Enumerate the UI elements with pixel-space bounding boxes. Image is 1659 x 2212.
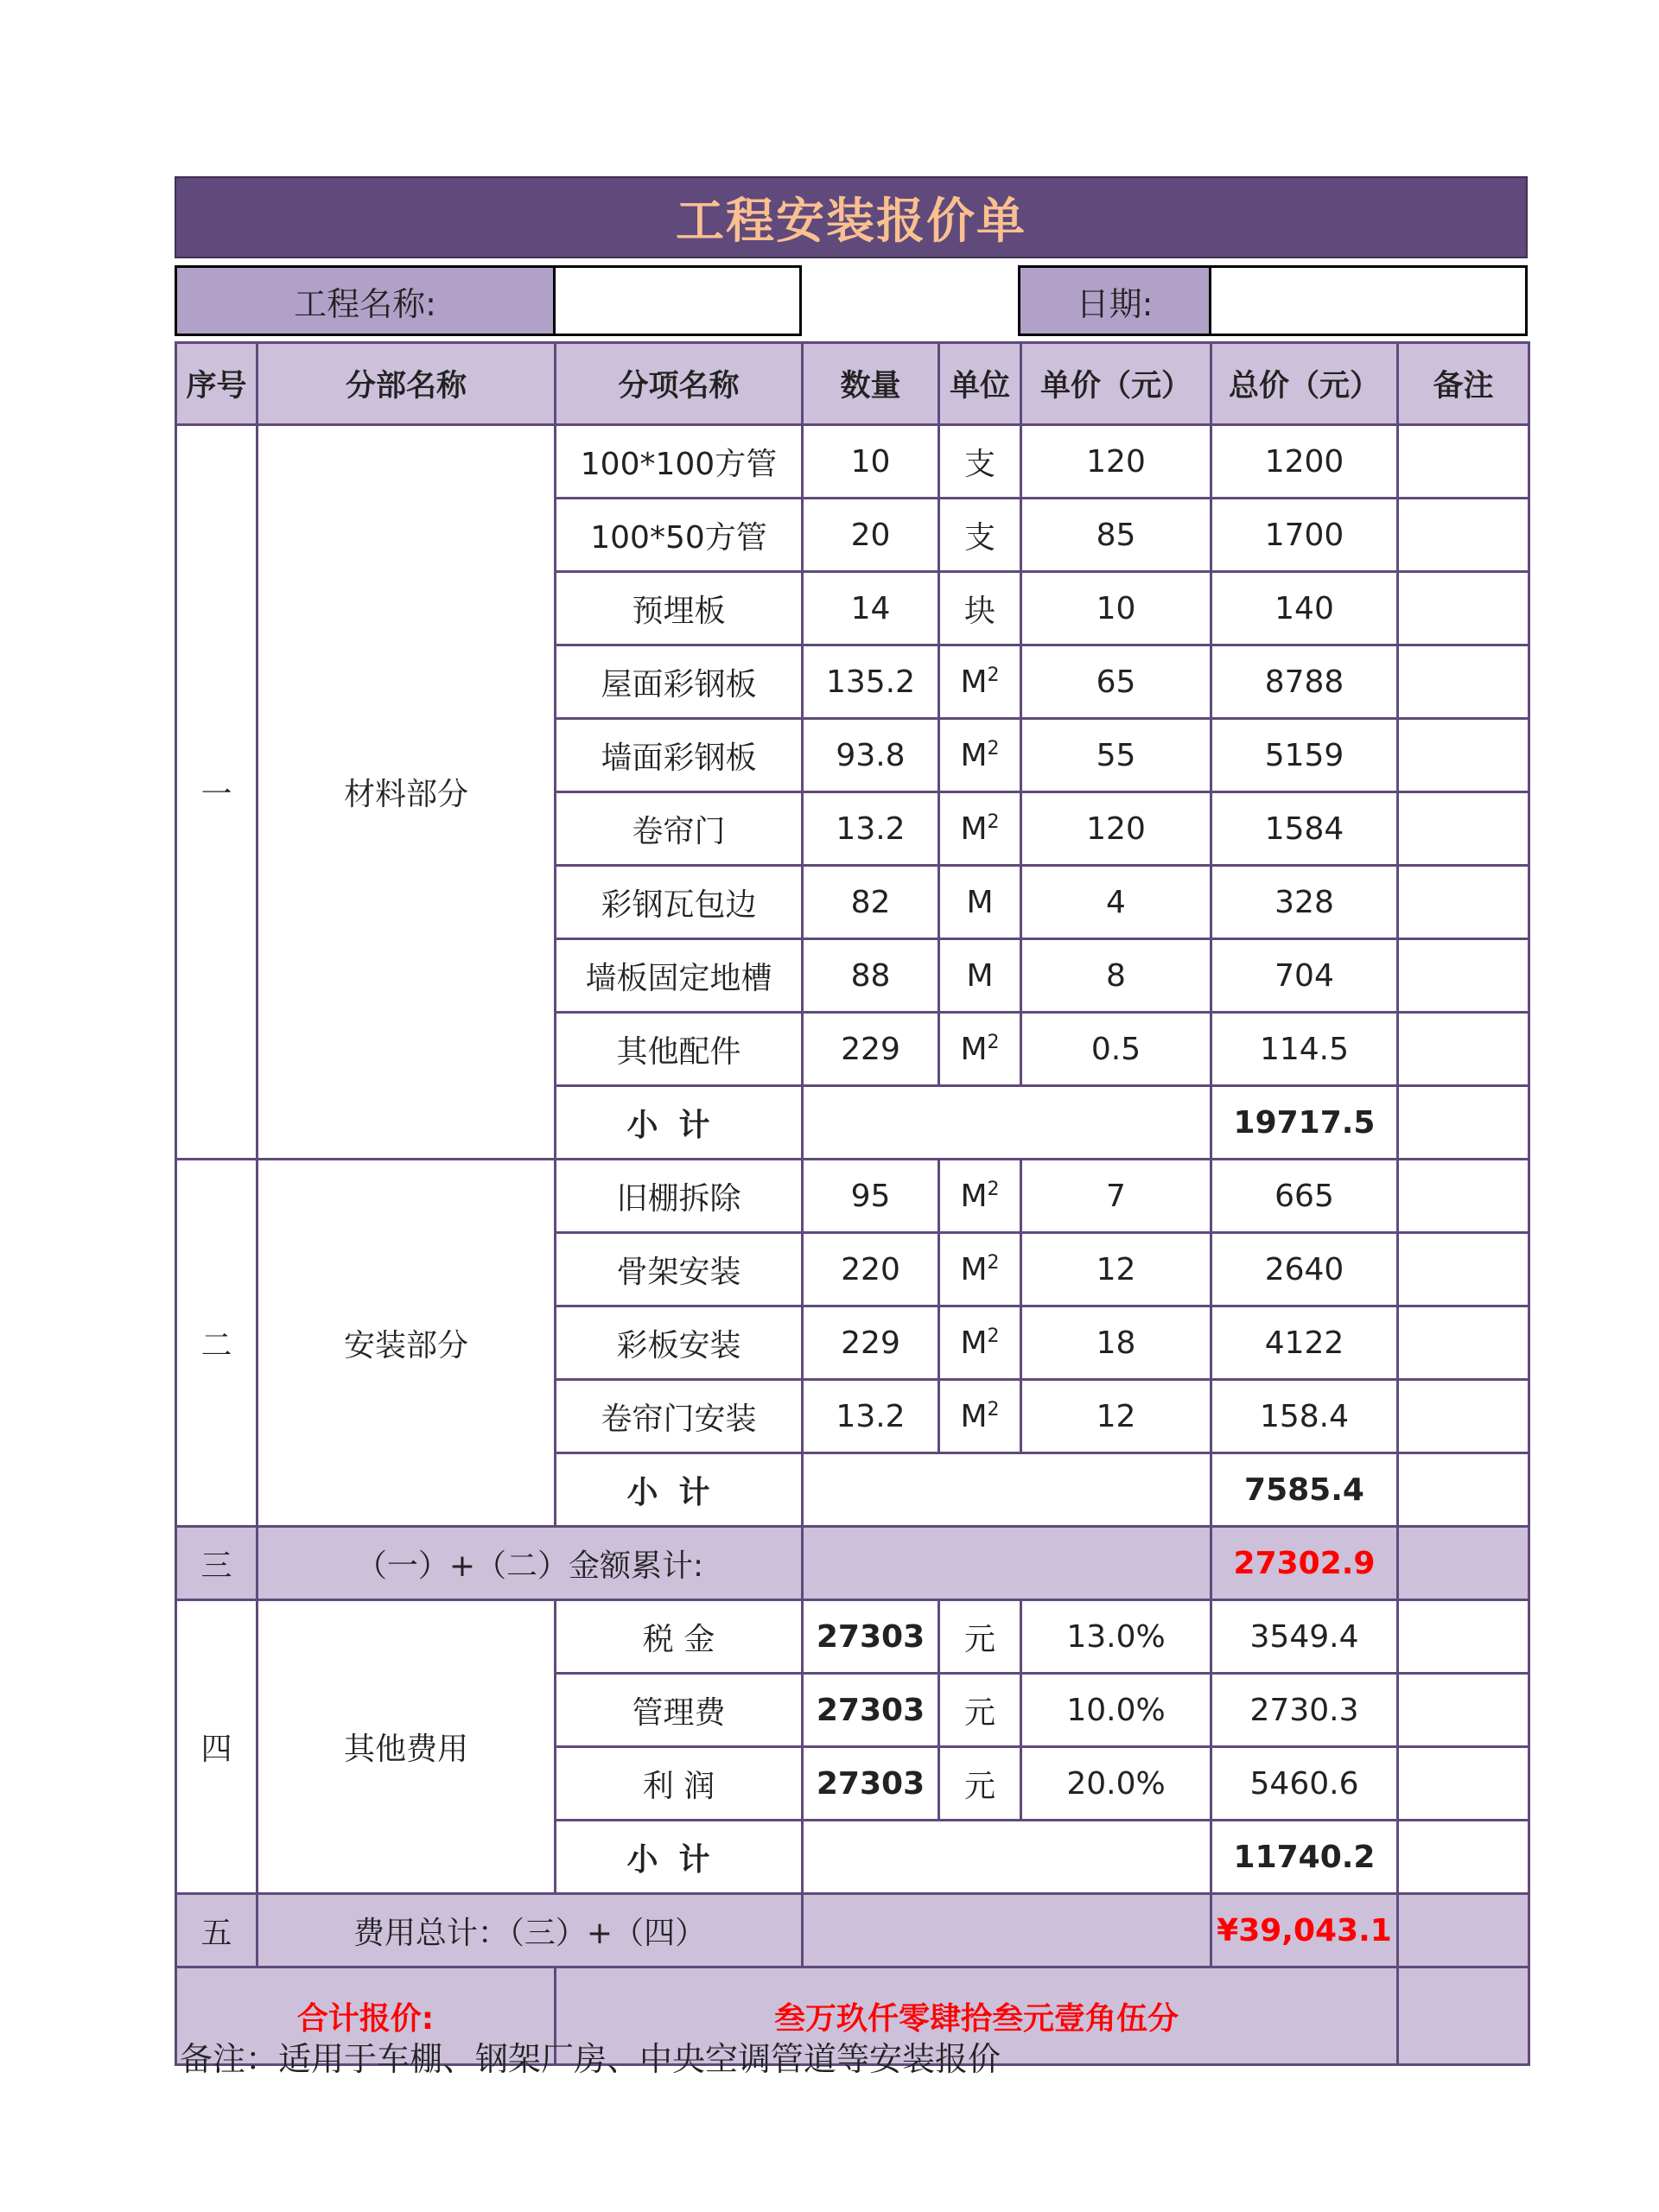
item-name: 彩钢瓦包边 — [556, 866, 803, 939]
section-number: 三 — [176, 1527, 257, 1600]
remark-cell[interactable] — [1398, 792, 1529, 866]
unit-cell — [939, 425, 1021, 499]
unit-text: M — [960, 664, 988, 700]
section-number: 五 — [176, 1894, 257, 1967]
unit-text: 支 — [963, 519, 995, 556]
remark-cell[interactable] — [1398, 1233, 1529, 1306]
remark-cell[interactable] — [1398, 1674, 1529, 1747]
remark-cell[interactable] — [1398, 425, 1529, 499]
total-price-cell: 704 — [1211, 939, 1398, 1013]
subtotal-value: 11740.2 — [1211, 1821, 1398, 1894]
table-row — [176, 1160, 1529, 1233]
section-number: 一 — [176, 425, 257, 1160]
section-number: 四 — [176, 1600, 257, 1894]
table-row — [176, 425, 1529, 499]
quantity-cell: 82 — [803, 866, 939, 939]
remark-cell[interactable] — [1398, 1967, 1529, 2065]
unit-price-cell: 12 — [1021, 1233, 1211, 1306]
unit-text: 支 — [963, 446, 995, 482]
total-price-cell: 1700 — [1211, 499, 1398, 572]
remark-cell[interactable] — [1398, 866, 1529, 939]
column-header: 数量 — [803, 343, 939, 425]
page-title: 工程安装报价单 — [676, 193, 1027, 250]
grand-total-value: ¥39,043.1 — [1211, 1894, 1398, 1967]
item-name: 其他配件 — [556, 1013, 803, 1086]
quantity-cell: 220 — [803, 1233, 939, 1306]
column-header: 分项名称 — [556, 343, 803, 425]
remark-cell[interactable] — [1398, 1306, 1529, 1380]
quote-table — [175, 341, 1530, 2066]
unit-cell — [939, 1747, 1021, 1821]
table-row — [176, 1527, 1529, 1600]
subtotal-label: 小计 — [556, 1086, 803, 1160]
item-name: 彩板安装 — [556, 1306, 803, 1380]
remark-cell[interactable] — [1398, 939, 1529, 1013]
remark-cell[interactable] — [1398, 1747, 1529, 1821]
unit-cell — [939, 1306, 1021, 1380]
subtotal-value: 19717.5 — [1211, 1086, 1398, 1160]
unit-price-cell: 10 — [1021, 572, 1211, 645]
unit-cell — [939, 866, 1021, 939]
remark-cell[interactable] — [1398, 1453, 1529, 1527]
quote-sheet — [175, 176, 1528, 2066]
remark-cell[interactable] — [1398, 1380, 1529, 1453]
item-name: 墙板固定地槽 — [556, 939, 803, 1013]
total-price-cell: 1584 — [1211, 792, 1398, 866]
unit-text: 元 — [963, 1621, 995, 1657]
remark-cell[interactable] — [1398, 719, 1529, 792]
title-bar — [175, 176, 1528, 258]
item-name: 管理费 — [556, 1674, 803, 1747]
quantity-cell: 95 — [803, 1160, 939, 1233]
quantity-cell: 14 — [803, 572, 939, 645]
remark-cell[interactable] — [1398, 1013, 1529, 1086]
total-price-cell: 1200 — [1211, 425, 1398, 499]
cumulative-blank — [803, 1527, 1211, 1600]
project-name-label: 工程名称: — [175, 265, 556, 336]
unit-text: 块 — [963, 593, 995, 629]
subtotal-label: 小计 — [556, 1453, 803, 1527]
unit-cell — [939, 939, 1021, 1013]
quantity-cell: 229 — [803, 1013, 939, 1086]
item-name: 卷帘门 — [556, 792, 803, 866]
unit-price-cell: 0.5 — [1021, 1013, 1211, 1086]
column-header: 序号 — [176, 343, 257, 425]
unit-cell — [939, 499, 1021, 572]
table-row — [176, 343, 1529, 425]
info-row — [175, 265, 1528, 336]
unit-text: M — [960, 1325, 988, 1361]
quantity-cell: 135.2 — [803, 645, 939, 719]
item-name: 100*50方管 — [556, 499, 803, 572]
unit-price-cell: 18 — [1021, 1306, 1211, 1380]
remark-cell[interactable] — [1398, 645, 1529, 719]
unit-cell — [939, 1380, 1021, 1453]
unit-price-cell: 55 — [1021, 719, 1211, 792]
unit-price-cell: 10.0% — [1021, 1674, 1211, 1747]
subtotal-blank — [803, 1453, 1211, 1527]
unit-cell — [939, 1013, 1021, 1086]
unit-superscript: 2 — [987, 1398, 1000, 1421]
total-price-cell: 5159 — [1211, 719, 1398, 792]
quantity-cell: 93.8 — [803, 719, 939, 792]
item-name: 墙面彩钢板 — [556, 719, 803, 792]
item-name: 预埋板 — [556, 572, 803, 645]
unit-superscript: 2 — [987, 1031, 1000, 1053]
total-price-cell: 114.5 — [1211, 1013, 1398, 1086]
item-name: 利 润 — [556, 1747, 803, 1821]
subtotal-blank — [803, 1086, 1211, 1160]
column-header: 总价（元） — [1211, 343, 1398, 425]
grand-total-blank — [803, 1894, 1211, 1967]
item-name: 骨架安装 — [556, 1233, 803, 1306]
unit-price-cell: 13.0% — [1021, 1600, 1211, 1674]
unit-cell — [939, 1600, 1021, 1674]
quantity-cell: 13.2 — [803, 1380, 939, 1453]
total-price-cell: 2730.3 — [1211, 1674, 1398, 1747]
project-name-field[interactable] — [553, 265, 802, 336]
unit-text: M — [960, 1031, 988, 1067]
cumulative-total: 27302.9 — [1211, 1527, 1398, 1600]
quantity-cell: 88 — [803, 939, 939, 1013]
unit-cell — [939, 792, 1021, 866]
total-price-cell: 4122 — [1211, 1306, 1398, 1380]
date-field[interactable] — [1209, 265, 1528, 336]
unit-cell — [939, 572, 1021, 645]
unit-price-cell: 7 — [1021, 1160, 1211, 1233]
subtotal-value: 7585.4 — [1211, 1453, 1398, 1527]
column-header: 分部名称 — [257, 343, 556, 425]
remark-cell[interactable] — [1398, 1600, 1529, 1674]
unit-text: M — [960, 1398, 988, 1434]
remark-cell[interactable] — [1398, 1894, 1529, 1967]
quantity-cell: 13.2 — [803, 792, 939, 866]
unit-cell — [939, 1674, 1021, 1747]
item-name: 100*100方管 — [556, 425, 803, 499]
unit-text: M — [960, 1178, 988, 1214]
section-name: 其他费用 — [257, 1600, 556, 1894]
total-quote-label: 合计报价: — [176, 1967, 556, 2065]
remark-cell[interactable] — [1398, 499, 1529, 572]
total-price-cell: 2640 — [1211, 1233, 1398, 1306]
remark-cell[interactable] — [1398, 1086, 1529, 1160]
total-price-cell: 665 — [1211, 1160, 1398, 1233]
column-header: 单价（元） — [1021, 343, 1211, 425]
remark-cell[interactable] — [1398, 1821, 1529, 1894]
unit-superscript: 2 — [987, 810, 1000, 833]
quantity-cell: 229 — [803, 1306, 939, 1380]
remark-cell[interactable] — [1398, 1160, 1529, 1233]
column-header: 备注 — [1398, 343, 1529, 425]
footnote: 备注：适用于车棚、钢架厂房、中央空调管道等安装报价 — [180, 2040, 1001, 2078]
unit-price-cell: 120 — [1021, 425, 1211, 499]
subtotal-label: 小计 — [556, 1821, 803, 1894]
amount-in-words: 叁万玖仟零肆拾叁元壹角伍分 — [556, 1967, 1398, 2065]
section-number: 二 — [176, 1160, 257, 1527]
unit-cell — [939, 645, 1021, 719]
unit-superscript: 2 — [987, 1325, 1000, 1347]
unit-cell — [939, 1160, 1021, 1233]
unit-price-cell: 12 — [1021, 1380, 1211, 1453]
total-price-cell: 8788 — [1211, 645, 1398, 719]
table-row — [176, 1894, 1529, 1967]
item-name: 卷帘门安装 — [556, 1380, 803, 1453]
unit-cell — [939, 1233, 1021, 1306]
total-price-cell: 158.4 — [1211, 1380, 1398, 1453]
total-price-cell: 5460.6 — [1211, 1747, 1398, 1821]
unit-price-cell: 85 — [1021, 499, 1211, 572]
unit-text: M — [966, 957, 994, 994]
quantity-cell: 27303 — [803, 1600, 939, 1674]
unit-superscript: 2 — [987, 664, 1000, 686]
quantity-cell: 20 — [803, 499, 939, 572]
unit-text: M — [960, 810, 988, 847]
item-name: 税 金 — [556, 1600, 803, 1674]
unit-superscript: 2 — [987, 1178, 1000, 1200]
unit-price-cell: 8 — [1021, 939, 1211, 1013]
item-name: 旧棚拆除 — [556, 1160, 803, 1233]
unit-superscript: 2 — [987, 737, 1000, 760]
quantity-cell: 27303 — [803, 1674, 939, 1747]
unit-text: M — [966, 884, 994, 920]
item-name: 屋面彩钢板 — [556, 645, 803, 719]
column-header: 单位 — [939, 343, 1021, 425]
quantity-cell: 27303 — [803, 1747, 939, 1821]
unit-price-cell: 4 — [1021, 866, 1211, 939]
total-price-cell: 3549.4 — [1211, 1600, 1398, 1674]
unit-text: 元 — [963, 1694, 995, 1731]
table-row — [176, 1600, 1529, 1674]
cumulative-label: （一）+（二）金额累计: — [257, 1527, 803, 1600]
section-name: 安装部分 — [257, 1160, 556, 1527]
section-name: 材料部分 — [257, 425, 556, 1160]
subtotal-blank — [803, 1821, 1211, 1894]
unit-price-cell: 20.0% — [1021, 1747, 1211, 1821]
date-label: 日期: — [1018, 265, 1211, 336]
unit-price-cell: 120 — [1021, 792, 1211, 866]
unit-cell — [939, 719, 1021, 792]
total-price-cell: 140 — [1211, 572, 1398, 645]
remark-cell[interactable] — [1398, 572, 1529, 645]
unit-text: 元 — [963, 1768, 995, 1804]
total-price-cell: 328 — [1211, 866, 1398, 939]
remark-cell[interactable] — [1398, 1527, 1529, 1600]
grand-total-label: 费用总计：（三）+（四） — [257, 1894, 803, 1967]
unit-price-cell: 65 — [1021, 645, 1211, 719]
unit-text: M — [960, 737, 988, 773]
quantity-cell: 10 — [803, 425, 939, 499]
unit-superscript: 2 — [987, 1251, 1000, 1274]
unit-text: M — [960, 1251, 988, 1287]
